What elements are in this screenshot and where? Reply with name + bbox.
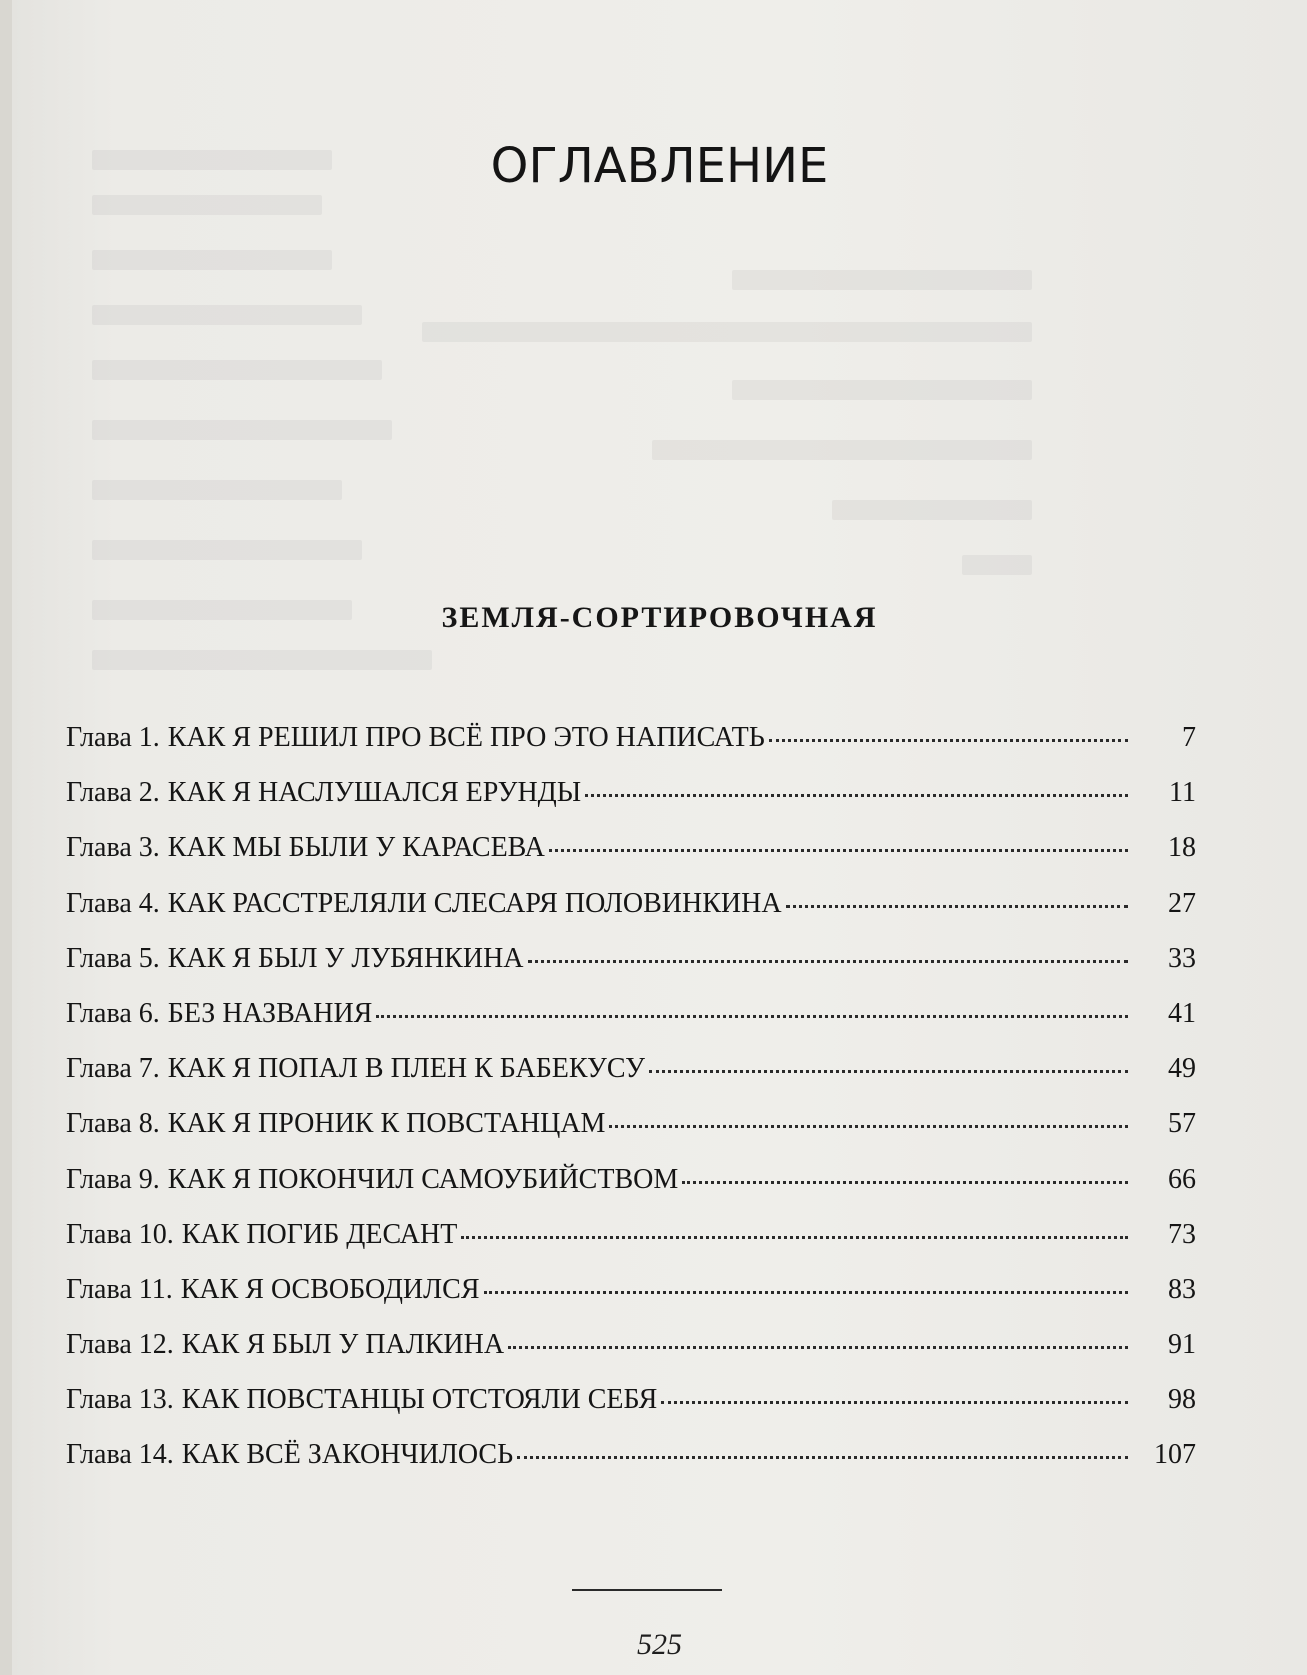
dot-leader [528,960,1128,963]
dot-leader [484,1291,1129,1294]
dot-leader [585,794,1128,797]
table-of-contents [66,710,1196,1483]
toc-entry[interactable] [66,1427,1196,1482]
chapter-title: КАК Я БЫЛ У ЛУБЯНКИНА [167,942,524,974]
chapter-title: КАК Я РЕШИЛ ПРО ВСЁ ПРО ЭТО НАПИСАТЬ [167,722,765,753]
dot-leader [549,849,1128,852]
chapter-label: Глава 1. [66,722,160,753]
contents-heading: ОГЛАВЛЕНИЕ [490,138,829,194]
page-number: 525 [637,1628,682,1661]
chapter-page: 107 [1154,1439,1196,1471]
chapter-title: КАК Я ПРОНИК К ПОВСТАНЦАМ [167,1108,606,1140]
chapter-label: Глава 14. [66,1439,174,1471]
chapter-page: 49 [1168,1053,1196,1085]
dot-leader [786,905,1128,908]
chapter-page: 98 [1168,1384,1196,1416]
chapter-label: Глава 11. [66,1273,173,1305]
toc-entry[interactable] [66,876,1196,931]
chapter-page: 18 [1168,832,1196,864]
dot-leader [769,739,1128,742]
toc-entry[interactable] [66,1041,1196,1096]
chapter-title: КАК ВСЁ ЗАКОНЧИЛОСЬ [181,1439,514,1471]
chapter-page: 41 [1168,997,1196,1029]
chapter-page: 27 [1168,887,1196,919]
chapter-label: Глава 10. [66,1218,174,1250]
chapter-label: Глава 13. [66,1384,174,1416]
dot-leader [609,1125,1128,1128]
chapter-title: КАК ПОВСТАНЦЫ ОТСТОЯЛИ СЕБЯ [181,1384,658,1416]
chapter-title: КАК Я ОСВОБОДИЛСЯ [180,1273,480,1305]
footer-rule [572,1589,722,1591]
book-page [12,0,1307,1675]
chapter-page: 7 [1182,722,1196,753]
chapter-label: Глава 7. [66,1053,160,1085]
chapter-label: Глава 3. [66,832,160,864]
chapter-page: 73 [1168,1218,1196,1250]
toc-entry[interactable] [66,765,1196,820]
chapter-label: Глава 8. [66,1108,160,1140]
toc-entry[interactable] [66,1372,1196,1427]
chapter-label: Глава 4. [66,887,160,919]
chapter-title: КАК Я БЫЛ У ПАЛКИНА [181,1329,505,1361]
chapter-page: 57 [1168,1108,1196,1140]
toc-entry[interactable] [66,710,1196,765]
dot-leader [517,1456,1128,1459]
chapter-label: Глава 9. [66,1163,160,1195]
chapter-title: БЕЗ НАЗВАНИЯ [167,997,373,1029]
dot-leader [649,1070,1128,1073]
chapter-page: 66 [1168,1163,1196,1195]
chapter-title: КАК Я НАСЛУШАЛСЯ ЕРУНДЫ [167,777,582,809]
toc-entry[interactable] [66,1207,1196,1262]
toc-entry[interactable] [66,1317,1196,1372]
chapter-label: Глава 6. [66,997,160,1029]
dot-leader [682,1181,1128,1184]
toc-entry[interactable] [66,820,1196,875]
dot-leader [661,1401,1128,1404]
chapter-title: КАК РАССТРЕЛЯЛИ СЛЕСАРЯ ПОЛОВИНКИНА [167,887,782,919]
dot-leader [376,1015,1128,1018]
toc-entry[interactable] [66,931,1196,986]
chapter-page: 83 [1168,1273,1196,1305]
chapter-title: КАК Я ПОКОНЧИЛ САМОУБИЙСТВОМ [167,1163,679,1195]
chapter-label: Глава 2. [66,777,160,809]
chapter-title: КАК ПОГИБ ДЕСАНТ [181,1218,458,1250]
toc-entry[interactable] [66,1262,1196,1317]
toc-entry[interactable] [66,986,1196,1041]
chapter-label: Глава 12. [66,1329,174,1361]
chapter-title: КАК МЫ БЫЛИ У КАРАСЕВА [167,832,545,864]
chapter-title: КАК Я ПОПАЛ В ПЛЕН К БАБЕКУСУ [167,1053,645,1085]
dot-leader [461,1236,1128,1239]
chapter-page: 11 [1169,777,1196,809]
part-heading: ЗЕМЛЯ-СОРТИРОВОЧНАЯ [441,601,878,634]
chapter-page: 91 [1168,1329,1196,1361]
toc-entry[interactable] [66,1096,1196,1151]
chapter-page: 33 [1168,942,1196,974]
dot-leader [508,1346,1128,1349]
toc-entry[interactable] [66,1152,1196,1207]
chapter-label: Глава 5. [66,942,160,974]
